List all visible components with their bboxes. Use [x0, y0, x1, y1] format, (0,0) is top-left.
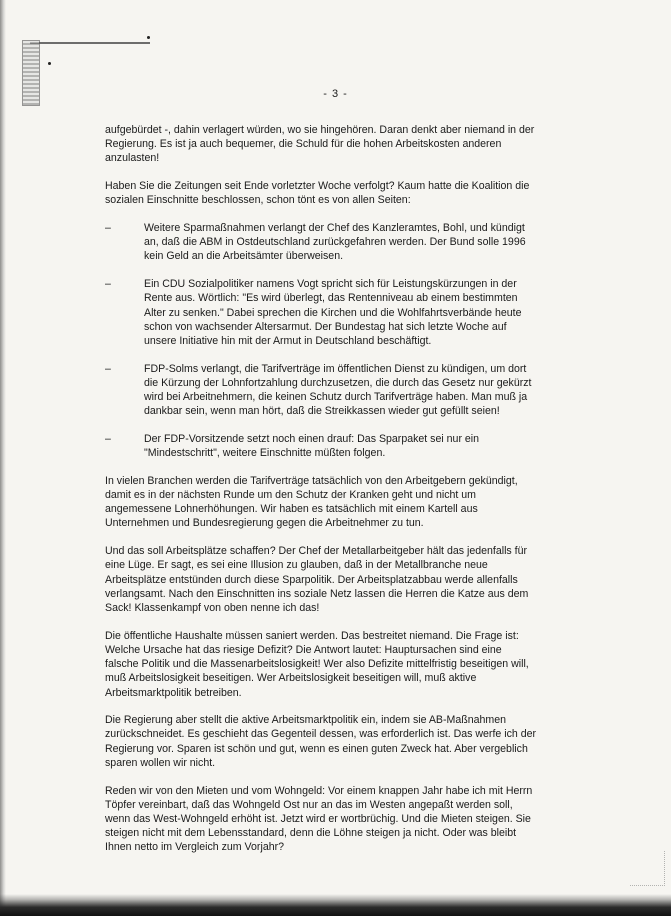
list-item [105, 277, 537, 348]
list-item [105, 221, 537, 264]
list-item-text: Der FDP-Vorsitzende setzt noch einen drauf: Das Sparpaket sei nur ein "Mindestschritt", weitere Einschnitte müßten folgen. [144, 432, 480, 460]
list-item [105, 362, 537, 419]
bullet-marker: – [105, 222, 111, 235]
list-item-text: Weitere Sparmaßnahmen verlangt der Chef des Kanzleramtes, Bohl, und kündigt an, daß die ABM in Ostdeutschland zurückgefahren werden. Der Bund solle 1996 kein Geld an die Arbeitsämter überweisen. [144, 222, 526, 263]
paragraph: Reden wir von den Mieten und vom Wohngeld: Vor einem knappen Jahr habe ich mit Herrn Töpfer vereinbart, daß das Wohngeld Ost nur an das im Westen angepaßt werden soll, wenn das West-Wohngeld erhöht ist. Jetzt wird er wortbrüchig. Und die Mieten steigen. Sie steigen nicht mit dem Lebensstandard, denn die Löhne steigen ja nicht. Oder was bleibt Ihnen netto im Vergleich zum Vorjahr? [105, 784, 533, 854]
list-item [105, 432, 537, 460]
scan-artifact-line [30, 42, 150, 44]
page-number: - 3 - [323, 88, 348, 100]
scan-artifact-corner [630, 851, 665, 886]
bullet-marker: – [105, 278, 111, 291]
bullet-marker: – [105, 362, 111, 375]
paragraph: Und das soll Arbeitsplätze schaffen? Der Chef der Metallarbeitgeber hält das jedenfalls für eine Lüge. Er sagt, es sei eine Illusion zu glauben, daß in der Metallbranche neue Arbeitsplätze entstünden durch diese Sparpolitik. Der Arbeitsplatzabbau werde allenfalls verlangsamt. Nach den Einschnitten ins soziale Netz lassen die Herren die Katze aus dem Sack! Klassenkampf von oben nenne ich das! [105, 545, 529, 614]
bullet-marker: – [105, 432, 111, 445]
paragraph: Die Regierung aber stellt die aktive Arbeitsmarktpolitik ein, indem sie AB-Maßnahmen zurückschneidet. Es geschieht das Gegenteil dessen, was erforderlich ist. Das werfe ich der Regierung vor. Sparen ist schön und gut, wenn es einen guten Zweck hat. Aber vergeblich sparen wollen wir nicht. [105, 714, 537, 769]
paragraph: In vielen Branchen werden die Tarifverträge tatsächlich von den Arbeitgebern gekündigt, damit es in der nächsten Runde um den Schutz der Kranken geht und nicht um angemessene Lohnerhöhungen. Wir haben es tatsächlich mit einem Kartell aus Unternehmen und Bundesregierung gegen die Arbeitnehmer zu tun. [105, 474, 518, 530]
paragraph: Haben Sie die Zeitungen seit Ende vorletzter Woche verfolgt? Kaum hatte die Koalition die sozialen Einschnitte beschlossen, schon tönt es von allen Seiten: [105, 180, 530, 207]
speech-text [105, 123, 537, 855]
paragraph: Die öffentliche Haushalte müssen saniert werden. Das bestreitet niemand. Die Frage ist: Welche Ursache hat das riesige Defizit? Die Antwort lautet: Hauptursachen sind eine falsche Politik und die Massenarbeitslosigkeit! Wer also Defizite mittelfristig beseitigen will, muß Arbeitslosigkeit beseitigen. Wer Arbeitslosigkeit beseitigen will, muß aktive Arbeitsmarktpolitik betreiben. [105, 629, 529, 699]
list-item-text: FDP-Solms verlangt, die Tarifverträge im öffentlichen Dienst zu kündigen, um dort die Kürzung der Lohnfortzahlung durchzusetzen, die durch das Gesetz nur gekürzt wird bei Arbeitnehmern, die keinen Schutz durch Tarifverträge haben. Man muß ja dankbar sein, wenn man hört, daß die Streikkassen wieder gut gefüllt seien! [144, 362, 532, 418]
scan-artifact-dot [48, 62, 51, 65]
paragraph: aufgebürdet -, dahin verlagert würden, wo sie hingehören. Daran denkt aber niemand in der Regierung. Es ist ja auch bequemer, die Schuld für die hohen Arbeitskosten anderen anzulasten! [105, 124, 535, 165]
scan-artifact-dot [147, 36, 150, 39]
scan-edge-bottom [0, 894, 671, 916]
scan-edge-shadow [0, 0, 6, 916]
list-item-text: Ein CDU Sozialpolitiker namens Vogt spricht sich für Leistungskürzungen in der Rente aus. Wörtlich: "Es wird überlegt, das Rentenniveau ab einem bestimmten Alter zu senken." Dabei sprechen die Kirchen und die Wohlfahrtsverbände heute schon von wachsender Altersarmut. Der Bundestag hat sich letzte Woche auf unsere Initiative hin mit der Armut in Deutschland beschäftigt. [144, 278, 522, 347]
